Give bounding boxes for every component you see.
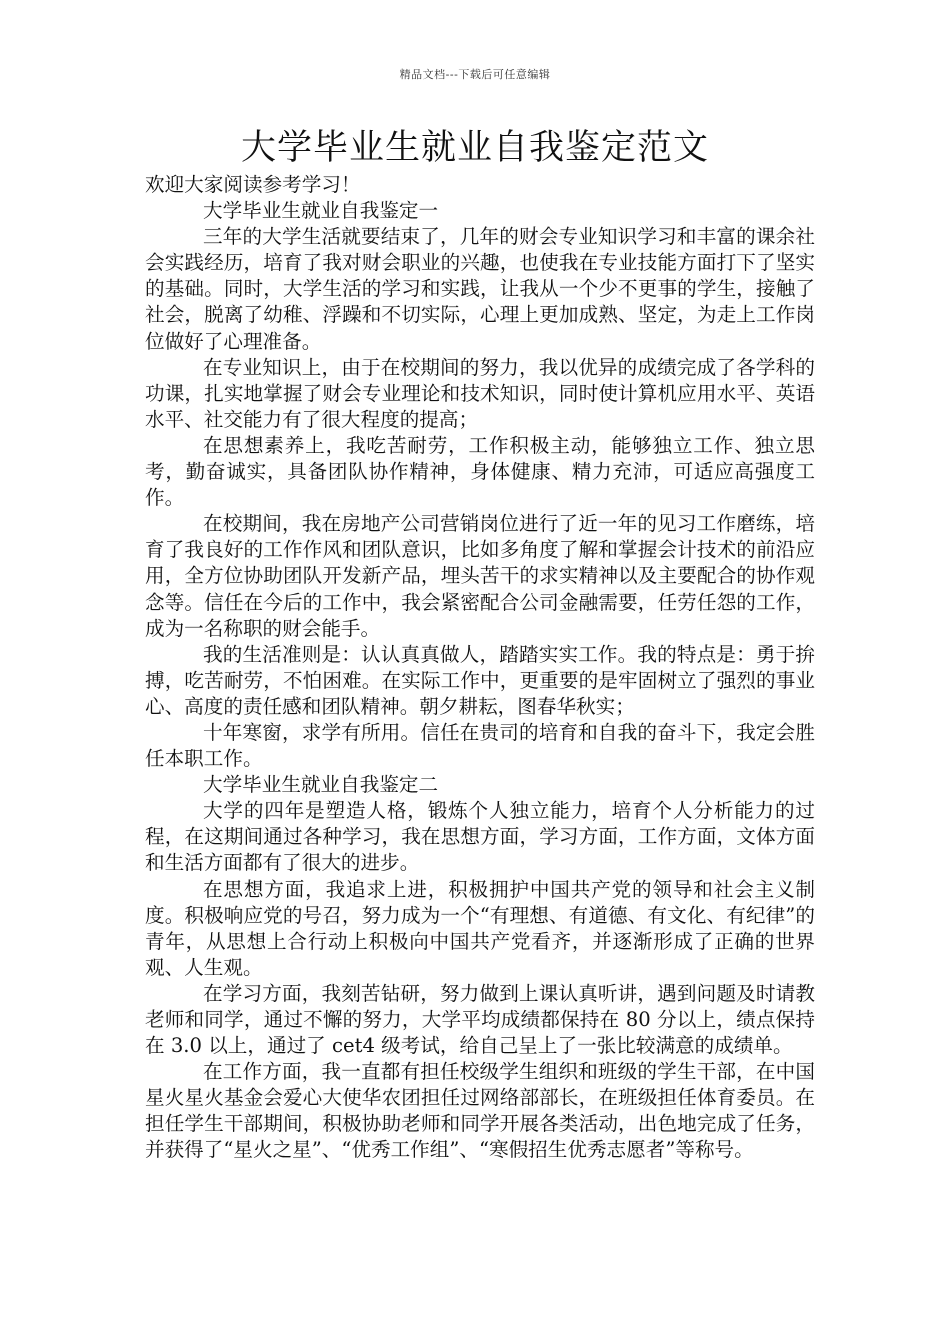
intro-line: 欢迎大家阅读参考学习！ [145,173,361,196]
paragraph: 在学习方面，我刻苦钻研，努力做到上课认真听讲，遇到问题及时请教老师和同学，通过不懈的努力，大学平均成绩都保持在 80 分以上，绩点保持在 3.0 以上，通过了 cet4 级考试，给自己呈上了一张比较满意的成绩单。 [145,981,815,1058]
paragraph: 大学的四年是塑造人格，锻炼个人独立能力，培育个人分析能力的过程，在这期间通过各种学习，我在思想方面，学习方面，工作方面，文体方面和生活方面都有了很大的进步。 [145,799,815,875]
paragraph: 在思想方面，我追求上进，积极拥护中国共产党的领导和社会主义制度。积极响应党的号召，努力成为一个“有理想、有道德、有文化、有纪律”的青年，从思想上合行动上积极向中国共产党看齐，并逐渐形成了正确的世界观、人生观。 [145,877,815,979]
paragraph: 我的生活准则是：认认真真做人，踏踏实实工作。我的特点是：勇于拚搏，吃苦耐劳，不怕困难。在实际工作中，更重要的是牢固树立了强烈的事业心、高度的责任感和团队精神。朝夕耕耘，图春华秋实； [145,642,815,718]
paragraph: 在专业知识上，由于在校期间的努力，我以优异的成绩完成了各学科的功课，扎实地掌握了财会专业理论和技术知识，同时使计算机应用水平、英语水平、社交能力有了很大程度的提高； [145,355,815,431]
section-heading-1: 大学毕业生就业自我鉴定一 [203,199,439,223]
paragraph: 三年的大学生活就要结束了，几年的财会专业知识学习和丰富的课余社会实践经历，培育了我对财会职业的兴趣，也使我在专业技能方面打下了坚实的基础。同时，大学生活的学习和实践，让我从一个少不更事的学生，接触了社会，脱离了幼稚、浮躁和不切实际，心理上更加成熟、坚定，为走上工作岗位做好了心理准备。 [145,225,815,353]
header-note: 精品文档---下载后可任意编辑 [399,68,551,81]
paragraph: 在校期间，我在房地产公司营销岗位进行了近一年的见习工作磨练，培育了我良好的工作作风和团队意识，比如多角度了解和掌握会计技术的前沿应用，全方位协助团队开发新产品，埋头苦干的求实精神以及主要配合的协作观念等。信任在今后的工作中，我会紧密配合公司金融需要，任劳任怨的工作，成为一名称职的财会能手。 [145,512,815,640]
paragraph: 十年寒窗，求学有所用。信任在贵司的培育和自我的奋斗下，我定会胜任本职工作。 [145,720,815,771]
page-title: 大学毕业生就业自我鉴定范文 [240,128,709,168]
section-heading-2: 大学毕业生就业自我鉴定二 [203,773,439,797]
paragraph: 在工作方面，我一直都有担任校级学生组织和班级的学生干部，在中国星火星火基金会爱心大使华农团担任过网络部部长，在班级担任体育委员。在担任学生干部期间，积极协助老师和同学开展各类活动，出色地完成了任务，并获得了“星火之星”、“优秀工作组”、“寒假招生优秀志愿者”等称号。 [145,1060,815,1162]
paragraph: 在思想素养上，我吃苦耐劳，工作积极主动，能够独立工作、独立思考，勤奋诚实，具备团队协作精神，身体健康、精力充沛，可适应高强度工作。 [145,433,815,510]
document-body [145,172,815,1164]
